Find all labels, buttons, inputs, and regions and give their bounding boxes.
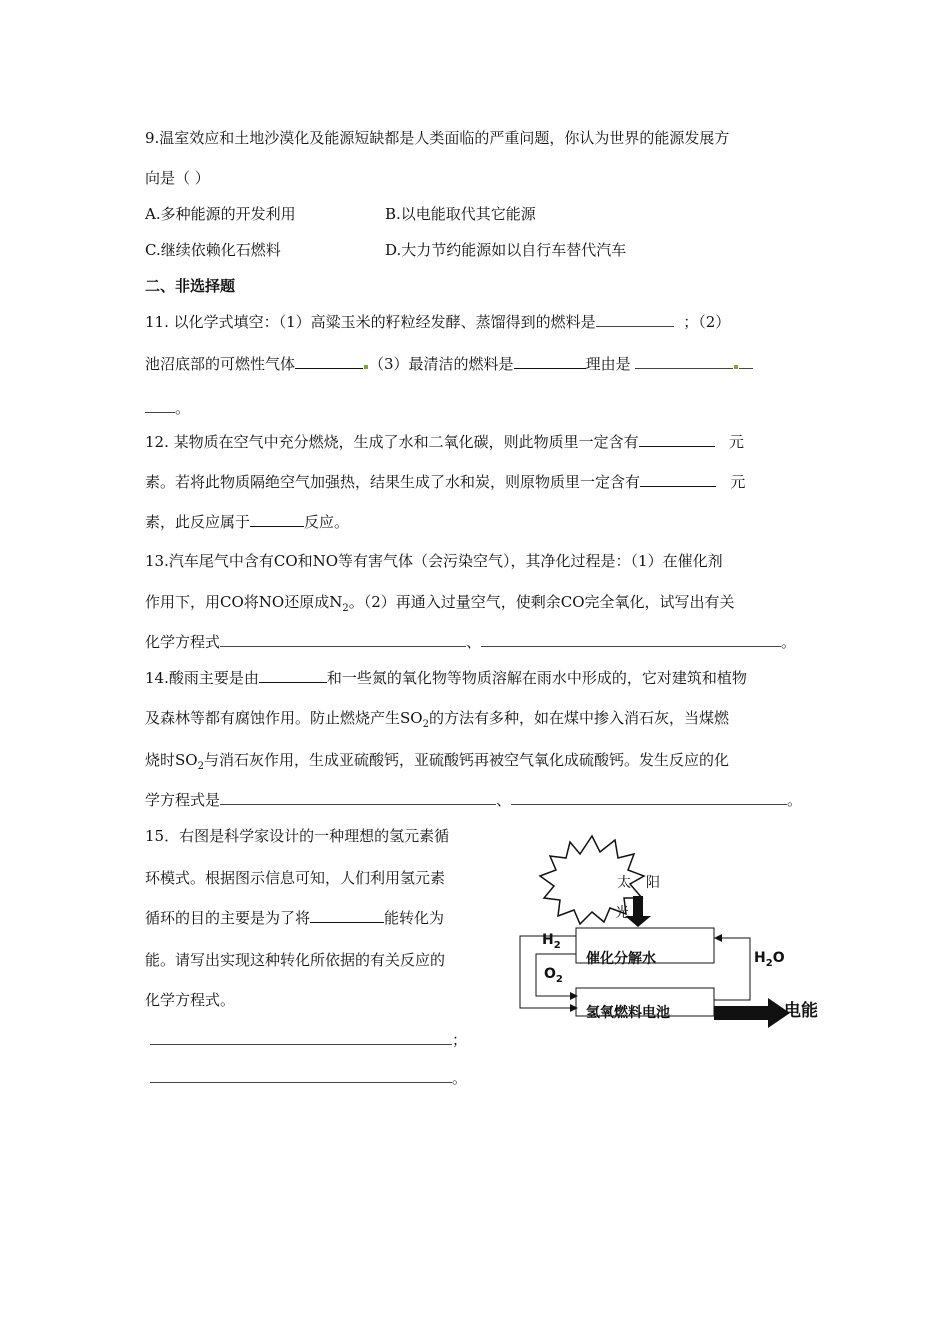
q11-blank-2[interactable] — [295, 354, 363, 369]
q13-sep: 、 — [466, 633, 482, 651]
q12-text-b: 元 — [728, 433, 744, 451]
q11-text-e: 理由是 — [585, 355, 631, 373]
q15-text-a: 循环的目的主要是为了将 — [145, 909, 311, 927]
q14-line4 — [145, 790, 802, 810]
q13-text-c: 化学方程式 — [145, 633, 221, 651]
q11-line3 — [145, 398, 190, 418]
q15-text-b: 能转化为 — [384, 909, 445, 927]
q14-line3 — [145, 750, 729, 777]
q12-line3 — [145, 512, 349, 532]
q9-option-d: D.大力节约能源如以自行车替代汽车 — [385, 241, 627, 259]
q15-ans2-end: 。 — [452, 1069, 468, 1087]
q13-line2 — [145, 592, 735, 619]
q12-text-c: 素。若将此物质隔绝空气加强热，结果生成了水和炭，则原物质里一定含有 — [145, 473, 641, 491]
h2o-label: $H_2O$ — [754, 950, 785, 969]
q12-text-f: 反应。 — [304, 513, 350, 531]
q13-blank-1[interactable] — [220, 632, 466, 647]
hydrogen-cycle-diagram — [500, 820, 830, 1030]
q12-blank-2[interactable] — [640, 472, 716, 487]
section-heading: 二、非选择题 — [145, 277, 236, 295]
q9-option-c: C.继续依赖化石燃料 — [145, 241, 281, 259]
q11-line1 — [145, 312, 730, 332]
q13-blank-2[interactable] — [481, 632, 781, 647]
q11-text-b: ；（2） — [683, 313, 731, 331]
q13-text-a: 作用下，用CO将NO还原成N — [145, 593, 343, 611]
q15-line5: 化学方程式。 — [145, 991, 236, 1009]
box2-label: 氢氧燃料电池 — [586, 1005, 670, 1021]
q14-text-b: 和一些氮的氧化物等物质溶解在雨水中形成的，它对建筑和植物 — [326, 669, 747, 687]
q11-text-f: 。 — [175, 399, 191, 417]
q14-line2 — [145, 708, 729, 735]
q14-text-c: 及森林等都有腐蚀作用。防止燃烧产生SO — [145, 709, 423, 727]
q14-end: 。 — [787, 791, 803, 809]
q9-stem-line1: 9.温室效应和土地沙漠化及能源短缺都是人类面临的严重问题，你认为世界的能源发展方 — [145, 129, 730, 147]
sun-label-bottom: 光 — [615, 905, 629, 921]
h2-label: $H_2$ — [542, 932, 561, 951]
q14-text-a: 14.酸雨主要是由 — [145, 669, 259, 687]
q13-text-b: 。（2）再通入过量空气，使剩余CO完全氧化，试写出有关 — [348, 593, 735, 611]
q9-stem-line2: 向是（ ） — [145, 169, 210, 187]
q11-blank-4c[interactable] — [145, 398, 175, 413]
q14-sub-2: 2 — [197, 761, 204, 772]
q14-blank-1[interactable] — [259, 668, 327, 683]
q12-text-d: 元 — [730, 473, 746, 491]
q9-option-b: B.以电能取代其它能源 — [385, 205, 536, 223]
q15-line2: 环模式。根据图示信息可知，人们利用氢元素 — [145, 869, 446, 887]
q14-text-f: 与消石灰作用，生成亚硫酸钙，亚硫酸钙再被空气氧化成硫酸钙。发生反应的化 — [203, 751, 729, 769]
mark-dot — [364, 365, 368, 369]
q14-text-g: 学方程式是 — [145, 791, 221, 809]
q15-line1: 15．右图是科学家设计的一种理想的氢元素循 — [145, 827, 450, 845]
q13-end: 。 — [781, 633, 797, 651]
sun-label-right: 阳 — [646, 875, 660, 891]
q9-option-a: A.多种能源的开发利用 — [145, 205, 296, 223]
q15-ans1-end: ； — [452, 1031, 468, 1049]
q14-text-d: 的方法有多种，如在煤中掺入消石灰，当煤燃 — [428, 709, 729, 727]
o2-label: $O_2$ — [544, 966, 563, 985]
q14-line1 — [145, 668, 747, 688]
q12-line1 — [145, 432, 744, 452]
q12-line2 — [145, 472, 745, 492]
q14-blank-3[interactable] — [511, 790, 787, 805]
q11-blank-4[interactable] — [635, 354, 733, 369]
q12-text-a: 12. 某物质在空气中充分燃烧，生成了水和二氧化碳，则此物质里一定含有 — [145, 433, 639, 451]
q15-blank-2[interactable] — [150, 1030, 452, 1045]
q13-sub: 2 — [342, 603, 349, 614]
q15-blank-3[interactable] — [150, 1068, 452, 1083]
q11-text-c: 池沼底部的可燃性气体 — [145, 355, 296, 373]
output-arrow — [714, 998, 790, 1028]
q11-text-d: （3）最清洁的燃料是 — [369, 355, 514, 373]
q14-blank-2[interactable] — [220, 790, 496, 805]
q13-line3 — [145, 632, 796, 652]
electricity-label: 电能 — [784, 1001, 818, 1021]
q15-line3 — [145, 908, 444, 928]
q13-line1: 13.汽车尾气中含有CO和NO等有害气体（会污染空气），其净化过程是：（1）在催化剂 — [145, 552, 723, 570]
sun-label-left: 太 — [617, 875, 631, 891]
q14-sub-1: 2 — [422, 719, 429, 730]
q11-line2 — [145, 354, 753, 374]
h2o-path — [714, 938, 750, 1000]
q12-blank-1[interactable] — [639, 432, 715, 447]
q12-text-e: 素，此反应属于 — [145, 513, 251, 531]
q11-blank-1[interactable] — [596, 312, 674, 327]
q12-blank-3[interactable] — [250, 512, 304, 527]
q15-blank-1[interactable] — [310, 908, 384, 923]
box1-label: 催化分解水 — [586, 951, 656, 967]
diagram-graphics — [500, 820, 830, 1030]
mark-dot — [734, 365, 738, 369]
q15-line4: 能。请写出实现这种转化所依据的有关反应的 — [145, 951, 446, 969]
q11-text-a: 11. 以化学式填空：（1）高粱玉米的籽粒经发酵、蒸馏得到的燃料是 — [145, 313, 596, 331]
q11-blank-3[interactable] — [514, 354, 586, 369]
q14-text-e: 烧时SO — [145, 751, 198, 769]
q14-sep: 、 — [496, 791, 512, 809]
q11-blank-4b[interactable] — [739, 354, 753, 369]
q15-answer-2 — [150, 1068, 467, 1088]
q15-answer-1 — [150, 1030, 467, 1050]
